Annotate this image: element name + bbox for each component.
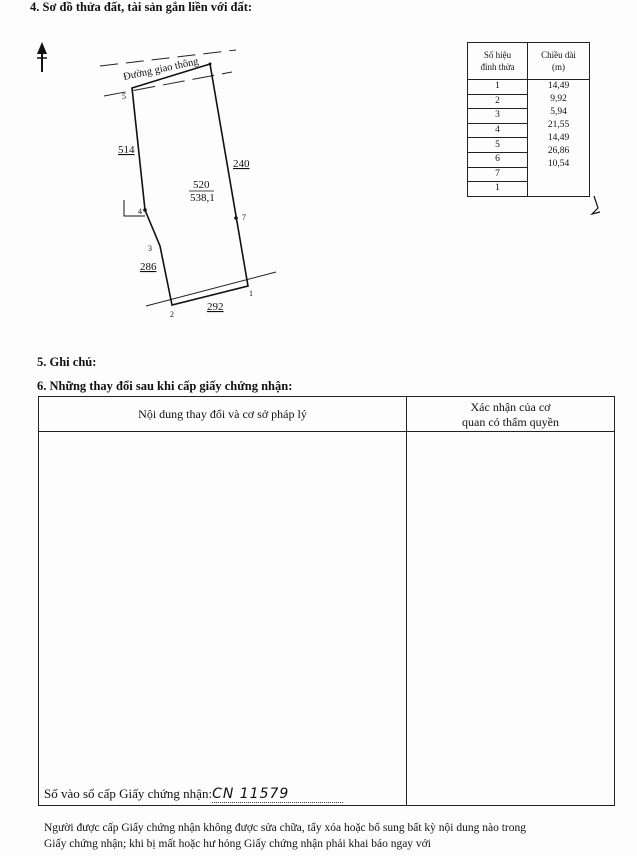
neighbor-bottom-left: 286 xyxy=(140,261,157,273)
note-line-1: Người được cấp Giấy chứng nhận không được sửa chữa, tẩy xóa hoặc bổ sung bất kỳ nội dung nào trong xyxy=(44,822,526,834)
table-header-vertex xyxy=(468,43,528,80)
length-value: 9,92 xyxy=(550,94,567,104)
registry-number: CN 11579 xyxy=(212,786,343,803)
vertex-id: 6 xyxy=(468,152,528,167)
registry-line xyxy=(44,786,343,802)
vertex-7 xyxy=(234,216,238,220)
neighbor-bottom: 292 xyxy=(207,301,224,313)
neighbor-right: 240 xyxy=(233,158,250,170)
column-header-confirmation-line2: quan có thẩm quyền xyxy=(462,415,559,429)
vertex-id: 2 xyxy=(468,94,528,109)
column-divider xyxy=(406,397,407,805)
vertex-id: 5 xyxy=(468,138,528,153)
vertex-id: 7 xyxy=(468,167,528,182)
section-4-title: 4. Sơ đồ thửa đất, tài sản gắn liền với đất: xyxy=(30,0,253,14)
header-vertex-line1: Số hiệu xyxy=(483,50,512,60)
changes-table xyxy=(38,396,615,806)
header-vertex-line2: đỉnh thửa xyxy=(480,62,515,72)
section-6-title: 6. Những thay đổi sau khi cấp giấy chứng nhận: xyxy=(37,379,293,393)
length-value: 14,49 xyxy=(547,133,570,143)
parcel-area: 538,1 xyxy=(190,192,215,204)
vertex-id: 1 xyxy=(468,80,528,95)
header-length-line1: Chiều dài xyxy=(541,50,576,60)
table-header-length xyxy=(528,43,590,80)
vertex-id: 3 xyxy=(468,109,528,124)
vertex-4 xyxy=(143,208,147,212)
vertex-id: 1 xyxy=(468,182,528,197)
registry-label: Số vào sổ cấp Giấy chứng nhận: xyxy=(44,786,213,801)
column-header-confirmation xyxy=(407,400,614,430)
length-value: 21,55 xyxy=(547,120,570,130)
north-arrow-icon xyxy=(37,42,47,72)
section-5-title: 5. Ghi chú: xyxy=(37,355,97,369)
column-header-confirmation-line1: Xác nhận của cơ xyxy=(470,400,551,414)
length-value: 5,94 xyxy=(550,107,567,117)
length-value: 10,54 xyxy=(547,159,570,169)
note-line-2: Giấy chứng nhận; khi bị mất hoặc hư hỏng Giấy chứng nhận phải khai báo ngay với xyxy=(44,838,431,850)
point-2-label: 2 xyxy=(170,310,174,319)
vertex-id: 4 xyxy=(468,123,528,138)
length-value: 14,49 xyxy=(547,81,570,91)
road-label: Đường giao thông xyxy=(122,56,200,83)
point-7-label: 7 xyxy=(242,213,246,222)
length-column xyxy=(528,80,590,197)
length-value: 26,86 xyxy=(547,146,570,156)
point-5-label: 5 xyxy=(122,92,126,101)
pen-mark xyxy=(592,196,600,214)
edge-length-table xyxy=(467,42,590,197)
vertex-6 xyxy=(209,63,212,66)
header-length-line2: (m) xyxy=(552,62,565,72)
parcel-number: 520 xyxy=(193,179,210,191)
neighbor-left: 514 xyxy=(118,144,135,156)
point-4-label: 4 xyxy=(138,207,142,216)
column-header-content: Nội dung thay đổi và cơ sở pháp lý xyxy=(138,407,307,421)
point-3-label: 3 xyxy=(148,244,152,253)
point-1-label: 1 xyxy=(249,289,253,298)
